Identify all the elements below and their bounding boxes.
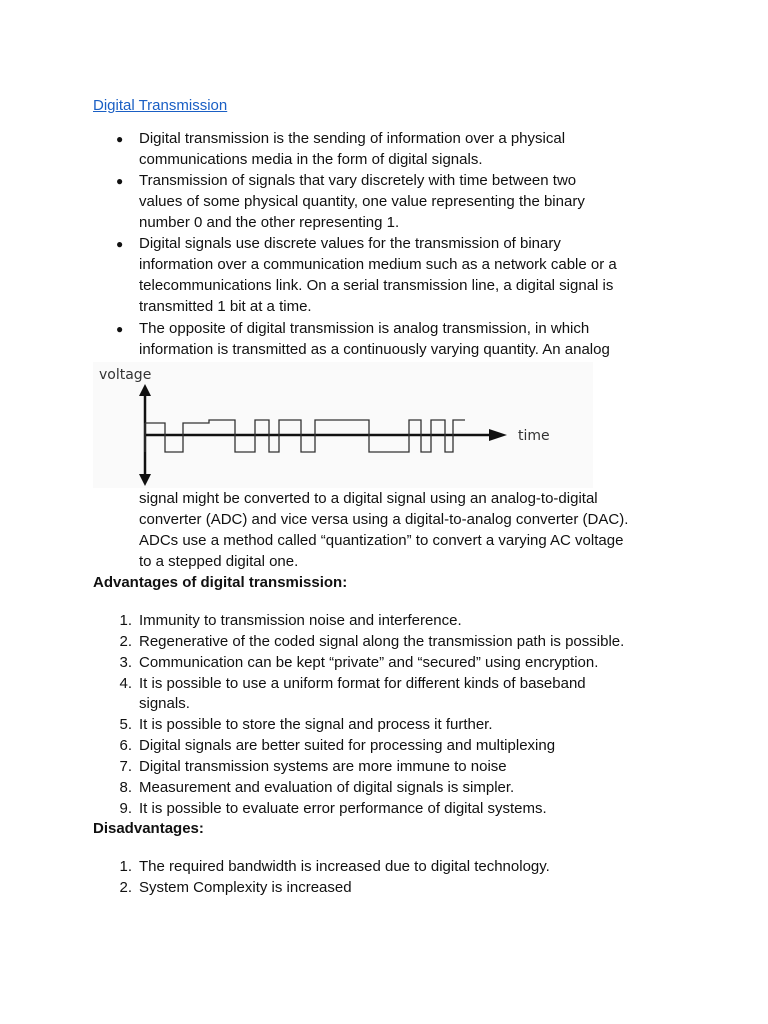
advantage-number: 3. [119,654,132,671]
advantage-item-4-line-2: signals. [139,695,190,712]
bullet-2-line-2: values of some physical quantity, one value representing the binary [139,193,585,210]
bullet-dot: ● [116,237,124,251]
disadvantage-item-1: The required bandwidth is increased due to digital technology. [139,858,550,875]
advantage-item-1: Immunity to transmission noise and interference. [139,612,462,629]
digital-signal-figure [93,362,593,488]
advantage-item-6: Digital signals are better suited for processing and multiplexing [139,737,556,754]
bullet-3-line-1: Digital signals use discrete values for the transmission of binary [139,235,561,252]
bullet-1-line-1: Digital transmission is the sending of information over a physical [139,130,566,147]
bullet-2-line-3: number 0 and the other representing 1. [139,214,400,231]
disadvantages-title: Disadvantages: [93,820,204,837]
advantage-item-2: Regenerative of the coded signal along the transmission path is possible. [139,633,625,650]
bullet-3-line-2: information over a communication medium such as a network cable or a [139,256,617,273]
disadvantage-number: 2. [119,879,132,896]
bullet-dot: ● [116,132,124,146]
advantage-item-3: Communication can be kept “private” and “secured” using encryption. [139,654,599,671]
bullet-2-line-1: Transmission of signals that vary discretely with time between two [139,172,577,189]
advantage-number: 6. [119,737,132,754]
advantage-number: 4. [119,675,132,692]
continuation-line-3: ADCs use a method called “quantization” to convert a varying AC voltage [139,532,624,549]
bullet-3-line-3: telecommunications link. On a serial transmission line, a digital signal is [139,277,614,294]
bullet-dot: ● [116,322,124,336]
continuation-line-2: converter (ADC) and vice versa using a digital-to-analog converter (DAC). [139,511,629,528]
continuation-line-1: signal might be converted to a digital signal using an analog-to-digital [139,490,598,507]
disadvantage-item-2: System Complexity is increased [139,879,352,896]
continuation-line-4: to a stepped digital one. [139,553,299,570]
bullet-3-line-4: transmitted 1 bit at a time. [139,298,312,315]
time-label: time [518,428,550,444]
advantage-item-8: Measurement and evaluation of digital signals is simpler. [139,779,515,796]
advantage-number: 2. [119,633,132,650]
bullet-dot: ● [116,174,124,188]
advantage-item-7: Digital transmission systems are more immune to noise [139,758,507,775]
advantage-item-4-line-1: It is possible to use a uniform format for different kinds of baseband [139,675,586,692]
bullet-1-line-2: communications media in the form of digital signals. [139,151,483,168]
advantage-number: 7. [119,758,132,775]
advantage-number: 8. [119,779,132,796]
bullet-4-line-1: The opposite of digital transmission is analog transmission, in which [139,320,590,337]
advantage-item-5: It is possible to store the signal and process it further. [139,716,493,733]
disadvantage-number: 1. [119,858,132,875]
bullet-4-line-2: information is transmitted as a continuously varying quantity. An analog [139,341,610,358]
voltage-label: voltage [99,367,152,383]
digital-signal-diagram [93,362,593,488]
advantage-number: 5. [119,716,132,733]
heading-link[interactable]: Digital Transmission [93,97,228,114]
advantage-number: 1. [119,612,132,629]
advantage-item-9: It is possible to evaluate error performance of digital systems. [139,800,547,817]
advantage-number: 9. [119,800,132,817]
advantages-title: Advantages of digital transmission: [93,574,348,591]
